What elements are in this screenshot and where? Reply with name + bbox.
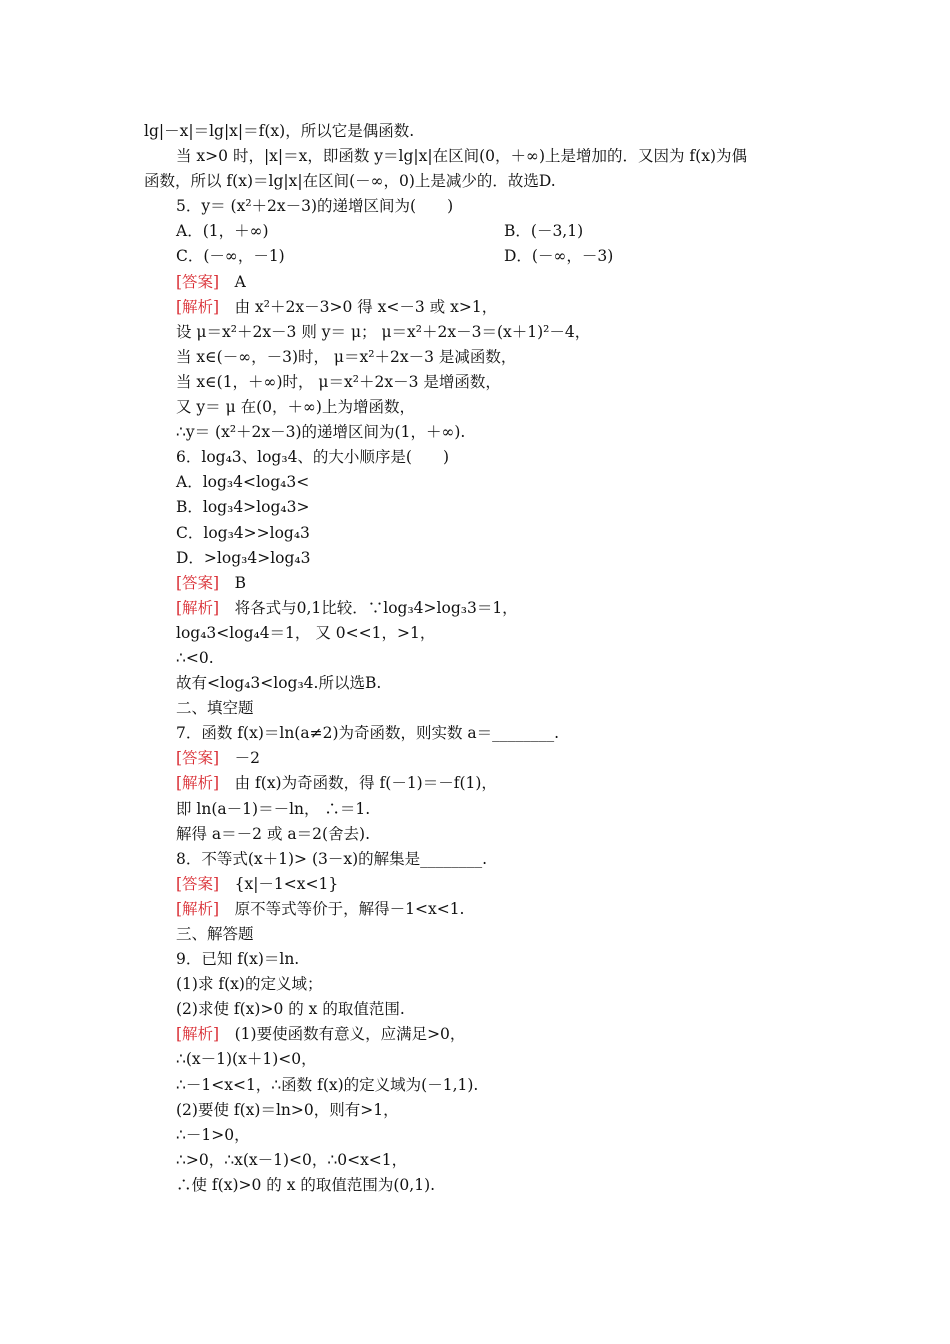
answer-text: A — [219, 272, 246, 291]
text-line: ∴<0. — [176, 648, 214, 667]
text-line: 当 x>0 时，|x|＝x，即函数 y＝lg|x|在区间(0，＋∞)上是增加的．又因为 f(x)为偶 — [176, 147, 747, 166]
text-line: ∴使 f(x)>0 的 x 的取值范围为(0,1). — [176, 1175, 436, 1194]
answer-line — [176, 270, 816, 295]
answer-text: {x|－1<x<1} — [219, 874, 339, 893]
analysis-text: 由 f(x)为奇函数，得 f(－1)＝－f(1)， — [219, 774, 497, 793]
text-line: (1)求 f(x)的定义域； — [176, 975, 323, 994]
answer-tag: [答案] — [176, 749, 220, 768]
document-page — [144, 119, 816, 1198]
analysis-text: 由 x²＋2x－3>0 得 x<－3 或 x>1， — [219, 297, 498, 316]
text-line: 当 x∈(－∞，－3)时， μ＝x²＋2x－3 是减函数， — [176, 347, 517, 366]
analysis-line — [176, 596, 816, 621]
answer-line — [176, 746, 816, 771]
answer-tag: [答案] — [176, 874, 220, 893]
question-5: 5．y＝ (x²＋2x－3)的递增区间为( ) — [176, 197, 454, 216]
text-line: lg|－x|＝lg|x|＝f(x)，所以它是偶函数. — [144, 122, 415, 140]
text-line: ∴>0，∴x(x－1)<0，∴0<x<1， — [176, 1150, 408, 1169]
analysis-line — [176, 771, 816, 796]
option-b: B．(－3,1) — [504, 222, 584, 241]
question-8: 8．不等式(x＋1)> (3－x)的解集是________. — [176, 849, 488, 868]
option-a: A．(1，＋∞) — [176, 222, 269, 241]
analysis-text: 将各式与0,1比较．∵log₃4>log₃3＝1， — [219, 598, 518, 617]
analysis-text: 原不等式等价于，解得－1<x<1. — [219, 899, 465, 918]
analysis-tag: [解析] — [176, 774, 220, 793]
text-line: 又 y＝ μ 在(0，＋∞)上为增函数， — [176, 398, 415, 417]
text-line: log₄3<log₄4＝1， 又 0<<1，>1， — [176, 623, 436, 642]
text-line: 当 x∈(1，＋∞)时， μ＝x²＋2x－3 是增函数， — [176, 372, 501, 391]
analysis-line — [176, 295, 816, 320]
option-c: C．(－∞，－1) — [176, 247, 285, 266]
option-c: C．log₃4>>log₄3 — [176, 523, 310, 542]
answer-line — [176, 872, 816, 897]
text-line: 函数，所以 f(x)＝lg|x|在区间(－∞，0)上是减少的．故选D. — [144, 172, 556, 191]
text-line: (2)求使 f(x)>0 的 x 的取值范围. — [176, 1000, 405, 1019]
text-line: ∴y＝ (x²＋2x－3)的递增区间为(1，＋∞). — [176, 423, 466, 442]
text-line: 设 μ＝x²＋2x－3 则 y＝ μ； μ＝x²＋2x－3＝(x＋1)²－4， — [176, 322, 591, 341]
analysis-tag: [解析] — [176, 598, 220, 617]
option-a: A．log₃4<log₄3< — [176, 473, 310, 492]
text-line: 即 ln(a－1)＝－ln， ∴＝1. — [176, 799, 371, 818]
question-9: 9．已知 f(x)＝ln. — [176, 950, 300, 969]
answer-text: －2 — [219, 749, 260, 768]
section-heading: 二、填空题 — [176, 699, 254, 718]
answer-tag: [答案] — [176, 573, 220, 592]
option-b: B．log₃4>log₄3> — [176, 498, 310, 517]
analysis-tag: [解析] — [176, 1025, 220, 1044]
answer-line — [176, 571, 816, 596]
answer-tag: [答案] — [176, 272, 220, 291]
analysis-tag: [解析] — [176, 899, 220, 918]
analysis-line — [176, 1022, 816, 1047]
text-line: ∴(x－1)(x＋1)<0， — [176, 1050, 317, 1069]
text-line: (2)要使 f(x)＝ln>0，则有>1， — [176, 1100, 399, 1119]
analysis-tag: [解析] — [176, 297, 220, 316]
options-row — [176, 244, 816, 269]
option-d: D．>log₃4>log₄3 — [176, 548, 311, 567]
section-heading: 三、解答题 — [176, 925, 254, 943]
analysis-line — [176, 897, 816, 922]
text-line: 故有<log₄3<log₃4.所以选B. — [176, 674, 382, 693]
text-line: ∴－1<x<1，∴函数 f(x)的定义域为(－1,1). — [176, 1075, 479, 1094]
text-line: 解得 a＝－2 或 a＝2(舍去). — [176, 824, 371, 843]
option-d: D．(－∞，－3) — [504, 247, 614, 266]
question-6: 6．log₄3、log₃4、的大小顺序是( ) — [176, 448, 450, 467]
analysis-text: (1)要使函数有意义，应满足>0， — [219, 1025, 466, 1044]
options-row — [176, 219, 816, 244]
question-7: 7．函数 f(x)＝ln(a≠2)为奇函数，则实数 a＝________. — [176, 724, 560, 743]
text-line: ∴－1>0， — [176, 1125, 250, 1144]
answer-text: B — [219, 573, 246, 592]
